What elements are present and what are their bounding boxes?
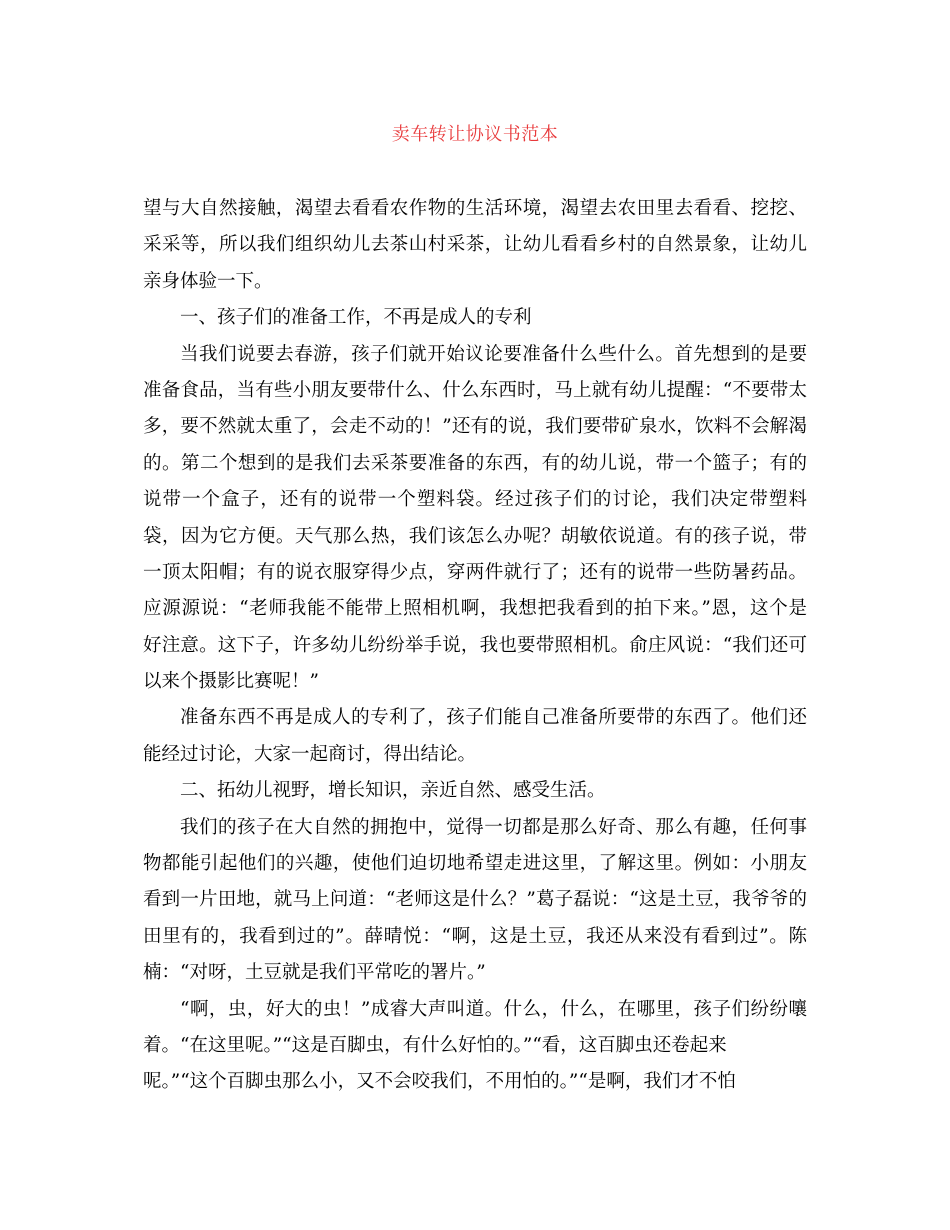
body-line: 好注意。这下子，许多幼儿纷纷举手说，我也要带照相机。俞庄风说：“我们还可 <box>143 634 807 656</box>
body-line: 应源源说：“老师我能不能带上照相机啊，我想把我看到的拍下来。”恩，这个是 <box>143 598 807 620</box>
body-line: “啊，虫，好大的虫！”成睿大声叫道。什么，什么，在哪里，孩子们纷纷嚷 <box>180 998 807 1020</box>
body-line: 看到一片田地，就马上问道：“老师这是什么？”葛子磊说：“这是土豆，我爷爷的 <box>143 889 807 911</box>
body-line: 物都能引起他们的兴趣，使他们迫切地希望走进这里，了解这里。例如：小朋友 <box>143 853 807 875</box>
body-line: 多，要不然就太重了，会走不动的！”还有的说，我们要带矿泉水，饮料不会解渴 <box>143 416 807 438</box>
body-line: 着。“在这里呢。”“这是百脚虫，有什么好怕的。”“看，这百脚虫还卷起来 <box>143 1034 727 1056</box>
section-heading-1: 一、孩子们的准备工作，不再是成人的专利 <box>180 307 532 329</box>
document-body <box>143 191 807 1101</box>
body-line: 我们的孩子在大自然的拥抱中，觉得一切都是那么好奇、那么有趣，任何事 <box>180 816 807 838</box>
body-line: 以来个摄影比赛呢！” <box>143 671 319 693</box>
section-heading-2: 二、拓幼儿视野，增长知识，亲近自然、感受生活。 <box>180 780 606 802</box>
body-line: 准备食品，当有些小朋友要带什么、什么东西时，马上就有幼儿提醒：“不要带太 <box>143 379 807 401</box>
body-line: 说带一个盒子，还有的说带一个塑料袋。经过孩子们的讨论，我们决定带塑料 <box>143 489 807 511</box>
body-line: 采采等，所以我们组织幼儿去茶山村采茶，让幼儿看看乡村的自然景象，让幼儿 <box>143 234 807 256</box>
body-line: 袋，因为它方便。天气那么热，我们该怎么办呢？胡敏依说道。有的孩子说，带 <box>143 525 807 547</box>
body-line: 亲身体验一下。 <box>143 270 273 292</box>
body-line: 准备东西不再是成人的专利了，孩子们能自己准备所要带的东西了。他们还 <box>180 707 807 729</box>
body-line: 能经过讨论，大家一起商讨，得出结论。 <box>143 743 477 765</box>
body-line: 田里有的，我看到过的”。薛晴悦：“啊，这是土豆，我还从来没有看到过”。陈 <box>143 925 807 947</box>
body-line: 当我们说要去春游，孩子们就开始议论要准备什么些什么。首先想到的是要 <box>180 343 807 365</box>
body-line: 的。第二个想到的是我们去采茶要准备的东西，有的幼儿说，带一个篮子；有的 <box>143 452 807 474</box>
document-title: 卖车转让协议书范本 <box>391 124 559 145</box>
body-line: 呢。”“这个百脚虫那么小，又不会咬我们，不用怕的。”“是啊，我们才不怕 <box>143 1071 736 1093</box>
body-line: 楠：“对呀，土豆就是我们平常吃的署片。” <box>143 962 486 984</box>
body-line: 望与大自然接触，渴望去看看农作物的生活环境，渴望去农田里去看看、挖挖、 <box>143 198 807 219</box>
body-line: 一顶太阳帽；有的说衣服穿得少点，穿两件就行了；还有的说带一些防暑药品。 <box>143 561 807 583</box>
